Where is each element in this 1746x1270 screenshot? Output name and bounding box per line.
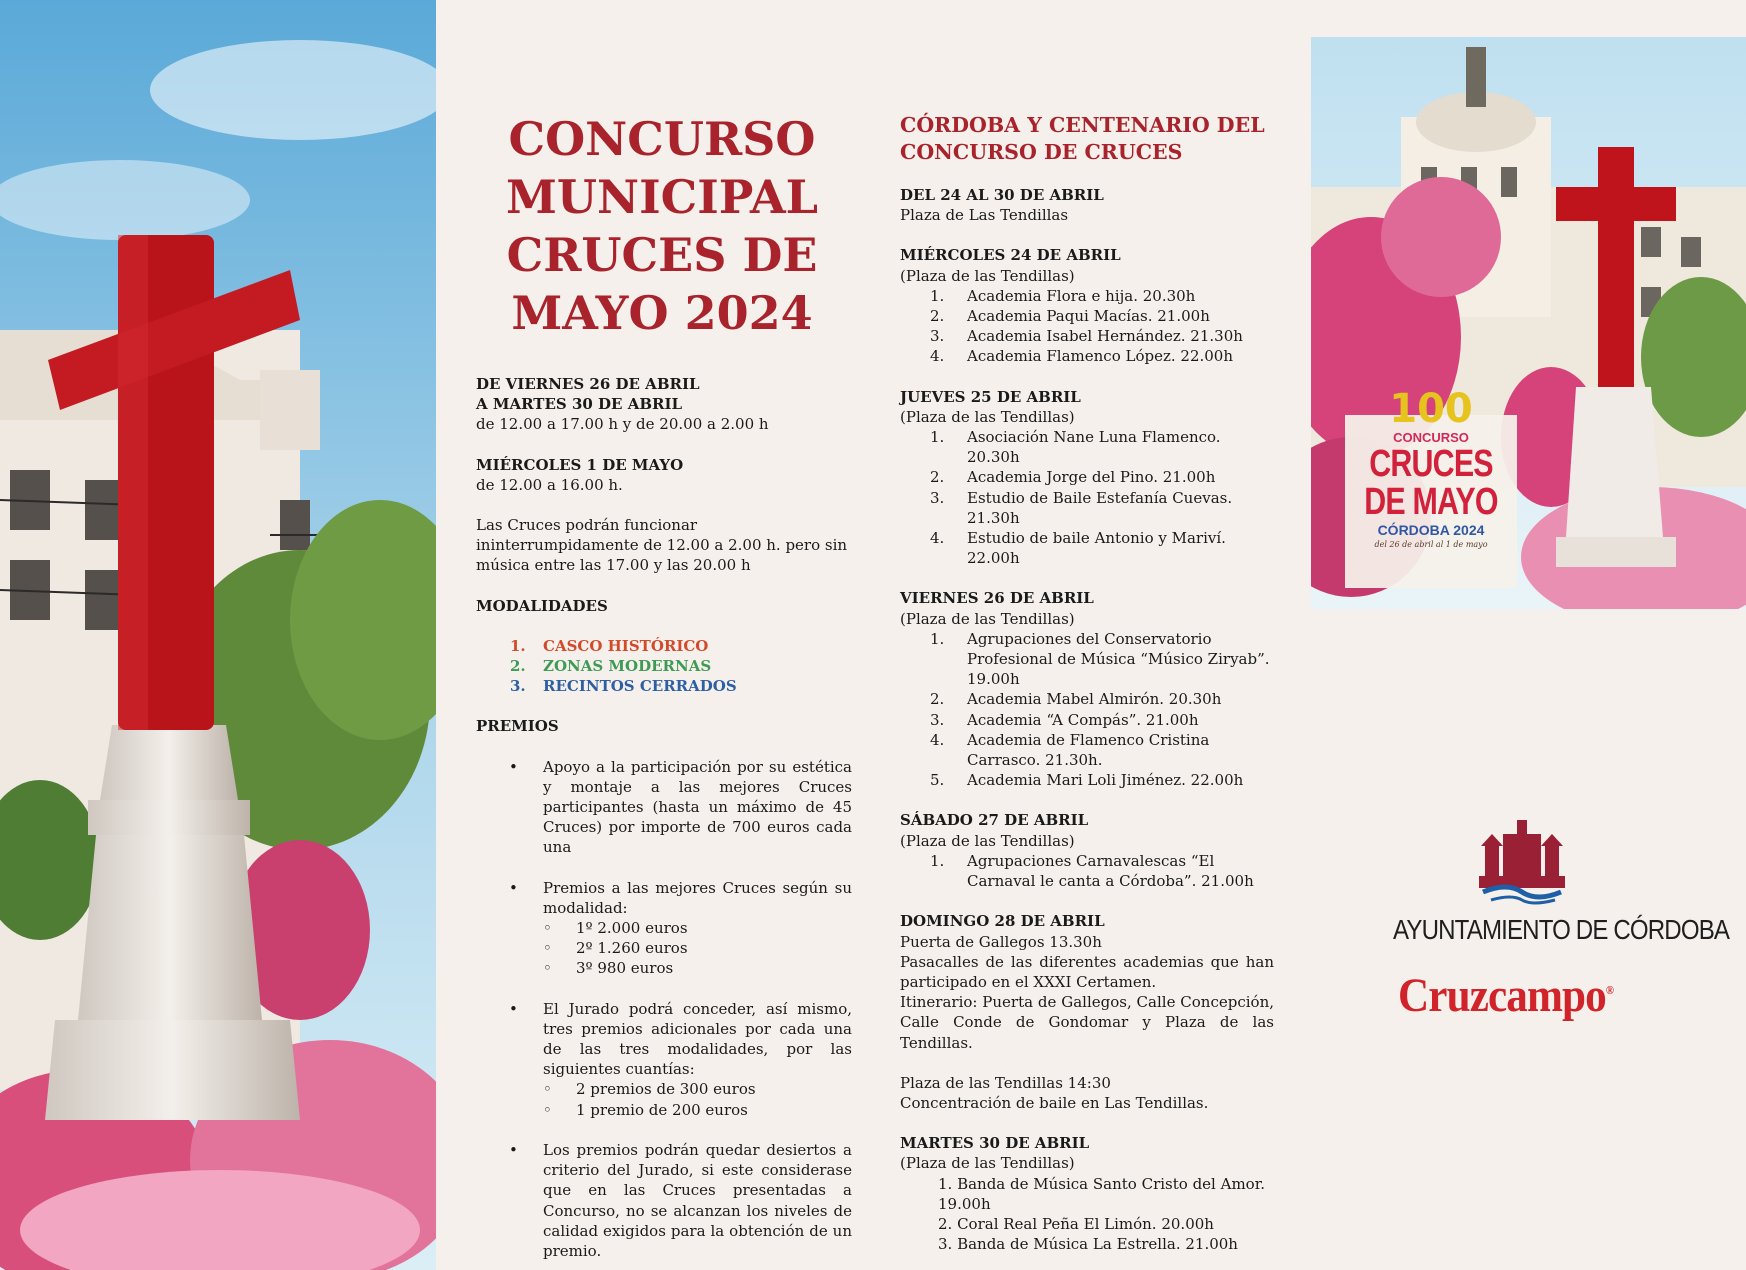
venue-text: Plaza de las Tendillas 14:30 (900, 1073, 1111, 1092)
premio-item: • Los premios podrán quedar desiertos a criterio del Jurado, si este considerase que en las Cruces presentadas a Concurso, no se alcanzan los niveles de calidad exigidos para la obtención de un premio. (510, 1140, 852, 1261)
performance-list (900, 286, 1274, 367)
performance-list (900, 629, 1274, 791)
hours-text: de 12.00 a 17.00 h y de 20.00 a 2.00 h (476, 415, 769, 434)
venue-text: (Plaza de las Tendillas) (900, 831, 1075, 850)
hours-note: Las Cruces podrán funcionar ininterrumpidamente de 12.00 a 2.00 h. pero sin música entre las 17.00 y las 20.00 h (476, 516, 848, 575)
premios-list (476, 878, 852, 979)
performance-list (900, 851, 1274, 891)
dates-heading: A MARTES 30 DE ABRIL (476, 395, 683, 414)
day-heading: DEL 24 AL 30 DE ABRIL (900, 186, 1104, 204)
poster-line: DE MAYO (1364, 481, 1498, 523)
event-text: Itinerario: Puerta de Gallegos, Calle Concepción, Calle Conde de Gondomar y Plaza de las Tendillas. (900, 993, 1274, 1052)
sponsor-name: Cruzcampo (1398, 969, 1606, 1022)
event-text: Pasacalles de las diferentes academias que han participado en el XXXI Certamen. (900, 952, 1274, 991)
poster-line: CONCURSO (1393, 430, 1469, 445)
premio-item: • Premios a las mejores Cruces según su modalidad: ◦ 1º 2.000 euros ◦ 2º 1.260 euros ◦ 3º 980 euros (510, 878, 852, 979)
performance-item: 1. Asociación Nane Luna Flamenco. 20.30h (930, 428, 1221, 467)
prize-amount: ◦ 1º 2.000 euros (543, 918, 852, 938)
centenary-number: 100 (1389, 386, 1473, 432)
performance-item: 3. Banda de Música La Estrella. 21.00h (938, 1235, 1238, 1254)
performance-item: 1. Agrupaciones del Conservatorio Profesional de Música “Músico Ziryab”. 19.00h (930, 629, 1270, 689)
contest-info-column (476, 0, 852, 1270)
prize-amount: ◦ 1 premio de 200 euros (543, 1100, 852, 1120)
title-line: CRUCES DE (506, 228, 818, 282)
premio-item: • Apoyo a la participación por su estética y montaje a las mejores Cruces participantes (hasta un máximo de 45 Cruces) por importe de 700 euros cada una (510, 757, 852, 858)
premios-list (476, 757, 852, 858)
modalidades-list (476, 636, 852, 697)
day-heading: VIERNES 26 DE ABRIL (900, 589, 1094, 608)
premios-list (476, 999, 852, 1120)
modalidad-item: 1. CASCO HISTÓRICO (510, 636, 709, 655)
performance-item: 3. Academia Isabel Hernández. 21.30h (930, 327, 1243, 346)
performance-list (900, 427, 1274, 568)
dates-heading: DE VIERNES 26 DE ABRIL (476, 375, 700, 393)
performance-item: 2. Academia Jorge del Pino. 21.00h (930, 468, 1216, 487)
centenary-poster (1311, 37, 1746, 609)
event-text: Concentración de baile en Las Tendillas. (900, 1093, 1209, 1112)
poster-line: CÓRDOBA 2024 (1377, 522, 1485, 538)
modalidades-heading: MODALIDADES (476, 596, 608, 615)
venue-text: Plaza de Las Tendillas (900, 206, 1069, 225)
performance-item: 1. Banda de Música Santo Cristo del Amor. 19.00h (938, 1174, 1265, 1213)
performance-item: 4. Academia Flamenco López. 22.00h (930, 347, 1234, 366)
venue-text: (Plaza de las Tendillas) (900, 266, 1075, 285)
modalidad-item: 2. ZONAS MODERNAS (510, 657, 712, 676)
contest-details (476, 374, 852, 1261)
cross-photo (0, 0, 436, 1270)
day-heading: JUEVES 25 DE ABRIL (900, 387, 1081, 406)
performance-item: 2. Academia Paqui Macías. 21.00h (930, 307, 1210, 326)
performance-item: 4. Academia de Flamenco Cristina Carrasco. 21.30h. (930, 730, 1210, 770)
centenary-logo (1345, 387, 1517, 551)
performance-item: 3. Academia “A Compás”. 21.00h (930, 710, 1199, 729)
performance-item: 1. Agrupaciones Carnavalescas “El Carnaval le canta a Córdoba”. 21.00h (930, 851, 1254, 891)
premios-list (476, 1140, 852, 1261)
venue-text: (Plaza de las Tendillas) (900, 609, 1075, 628)
performance-item: 2. Academia Mabel Almirón. 20.30h (930, 690, 1222, 709)
day-heading: MIÉRCOLES 24 DE ABRIL (900, 246, 1121, 265)
ayuntamiento-name: AYUNTAMIENTO DE CÓRDOBA (1393, 914, 1730, 945)
performance-item: 2. Coral Real Peña El Limón. 20.00h (938, 1214, 1214, 1233)
venue-text: (Plaza de las Tendillas) (900, 407, 1075, 426)
premios-heading: PREMIOS (476, 717, 559, 736)
title-line: MAYO 2024 (511, 286, 813, 340)
poster-line: del 26 de abril al 1 de mayo (1374, 540, 1488, 549)
main-title (476, 110, 848, 342)
modalidad-item: 3. RECINTOS CERRADOS (510, 677, 737, 696)
prize-amount: ◦ 2 premios de 300 euros (543, 1079, 852, 1099)
prize-amount: ◦ 2º 1.260 euros (543, 938, 852, 958)
dates-heading: MIÉRCOLES 1 DE MAYO (476, 455, 684, 474)
poster-line: CRUCES (1369, 443, 1493, 485)
performance-item: 1. Academia Flora e hija. 20.30h (930, 286, 1196, 305)
performance-item: 3. Estudio de Baile Estefanía Cuevas. 21.30h (930, 488, 1233, 527)
premio-item: • El Jurado podrá conceder, así mismo, tres premios adicionales por cada una de las tres modalidades, por las siguientes cuantías: ◦ 2 premios de 300 euros ◦ 1 premio de 200 euros (510, 999, 852, 1120)
registered-mark: ® (1605, 983, 1614, 997)
performance-item: 5. Academia Mari Loli Jiménez. 22.00h (930, 771, 1244, 790)
day-heading: MARTES 30 DE ABRIL (900, 1134, 1090, 1153)
ayuntamiento-logo (1372, 816, 1730, 946)
prize-amount: ◦ 3º 980 euros (543, 958, 852, 978)
schedule-body (900, 185, 1274, 1254)
title-line: CONCURSO (508, 112, 816, 166)
title-line: MUNICIPAL (505, 170, 818, 224)
day-heading: DOMINGO 28 DE ABRIL (900, 912, 1105, 931)
castle-emblem-icon (1477, 816, 1567, 906)
performance-item: 4. Estudio de baile Antonio y Mariví. 22.00h (930, 529, 1226, 568)
day-heading: SÁBADO 27 DE ABRIL (900, 811, 1089, 830)
hours-text: de 12.00 a 16.00 h. (476, 475, 623, 494)
schedule-column (900, 0, 1274, 1270)
venue-text: (Plaza de las Tendillas) (900, 1154, 1075, 1173)
cruzcampo-logo (1398, 968, 1613, 1023)
schedule-title: CÓRDOBA Y CENTENARIO DEL CONCURSO DE CRUCES (900, 113, 1265, 164)
performance-list (900, 1174, 1274, 1255)
venue-text: Puerta de Gallegos 13.30h (900, 932, 1102, 951)
